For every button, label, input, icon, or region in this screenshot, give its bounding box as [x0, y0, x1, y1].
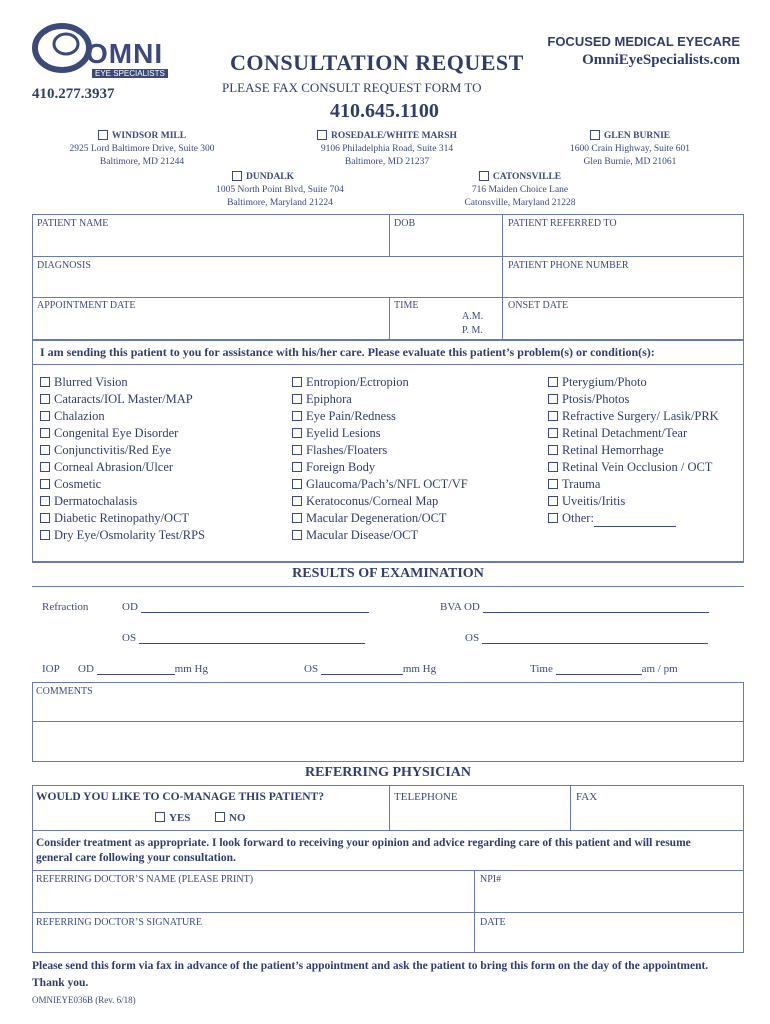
- onset-date-field[interactable]: ONSET DATE: [508, 300, 569, 311]
- conditions-column-1: [40, 374, 205, 544]
- logo-text: OMNI: [86, 38, 164, 69]
- location-glen-burnie: [540, 130, 720, 169]
- appointment-date-field[interactable]: APPOINTMENT DATE: [37, 300, 136, 311]
- patient-phone-field[interactable]: PATIENT PHONE NUMBER: [508, 260, 629, 271]
- condition-item[interactable]: Congenital Eye Disorder: [40, 425, 205, 442]
- location-address: 1600 Crain Highway, Suite 601: [570, 144, 690, 154]
- telephone-field[interactable]: TELEPHONE: [394, 791, 458, 803]
- omni-logo-icon: [32, 22, 92, 74]
- condition-item[interactable]: Macular Degeneration/OCT: [292, 510, 468, 527]
- location-city: Glen Burnie, MD 21061: [583, 157, 677, 167]
- comanage-yes[interactable]: YES: [155, 812, 190, 824]
- refraction-os[interactable]: OS: [122, 632, 365, 644]
- location-name: CATONSVILLE: [492, 172, 562, 182]
- condition-item[interactable]: Entropion/Ectropion: [292, 374, 468, 391]
- iop-os[interactable]: OS mm Hg: [304, 663, 437, 675]
- condition-item[interactable]: Ptosis/Photos: [548, 391, 719, 408]
- form-code: OMNIEYE036B (Rev. 6/18): [32, 995, 136, 1005]
- tagline: FOCUSED MEDICAL EYECARE: [547, 34, 740, 49]
- condition-item[interactable]: Corneal Abrasion/Ulcer: [40, 459, 205, 476]
- location-name: WINDSOR MILL: [111, 131, 187, 141]
- doctor-name-field[interactable]: REFERRING DOCTOR’S NAME (PLEASE PRINT): [36, 874, 254, 885]
- condition-item[interactable]: Retinal Vein Occlusion / OCT: [548, 459, 719, 476]
- date-field[interactable]: DATE: [480, 917, 506, 928]
- condition-item[interactable]: Blurred Vision: [40, 374, 205, 391]
- condition-item[interactable]: Cataracts/IOL Master/MAP: [40, 391, 205, 408]
- location-catonsville: [430, 171, 610, 210]
- patient-name-field[interactable]: PATIENT NAME: [37, 218, 109, 229]
- condition-item[interactable]: Keratoconus/Corneal Map: [292, 493, 468, 510]
- condition-item[interactable]: Diabetic Retinopathy/OCT: [40, 510, 205, 527]
- comanage-no[interactable]: NO: [215, 812, 246, 824]
- condition-item-other[interactable]: Other:: [548, 510, 719, 527]
- fax-field[interactable]: FAX: [576, 791, 598, 803]
- main-phone: 410.277.3937: [32, 86, 115, 102]
- logo-subtitle: EYE SPECIALISTS: [92, 69, 168, 78]
- website: OmniEyeSpecialists.com: [582, 52, 740, 68]
- checkbox-catonsville[interactable]: [479, 171, 489, 181]
- location-windsor-mill: [52, 130, 232, 169]
- comments-field[interactable]: COMMENTS: [36, 686, 93, 697]
- condition-item[interactable]: Glaucoma/Pach’s/NFL OCT/VF: [292, 476, 468, 493]
- bva-od[interactable]: BVA OD: [440, 601, 709, 613]
- conditions-column-3: [548, 374, 719, 527]
- location-name: ROSEDALE/WHITE MARSH: [331, 131, 457, 141]
- location-name: GLEN BURNIE: [603, 131, 671, 141]
- comanage-question: WOULD YOU LIKE TO CO-MANAGE THIS PATIENT?: [36, 791, 324, 803]
- referred-to-field[interactable]: PATIENT REFERRED TO: [508, 218, 617, 229]
- iop-label: IOP: [42, 663, 60, 675]
- iop-od[interactable]: OD mm Hg: [78, 663, 208, 675]
- dob-field[interactable]: DOB: [394, 218, 416, 229]
- bva-os[interactable]: OS: [465, 632, 708, 644]
- diagnosis-field[interactable]: DIAGNOSIS: [37, 260, 91, 271]
- request-statement: I am sending this patient to you for assistance with his/her care. Please evaluate this patient’s problem(s) or condition(s):: [40, 345, 655, 359]
- condition-item[interactable]: Foreign Body: [292, 459, 468, 476]
- condition-item[interactable]: Retinal Hemorrhage: [548, 442, 719, 459]
- patient-info-box: [32, 214, 744, 340]
- condition-item[interactable]: Trauma: [548, 476, 719, 493]
- conditions-column-2: [292, 374, 468, 544]
- location-dundalk: [190, 171, 370, 210]
- condition-item[interactable]: Flashes/Floaters: [292, 442, 468, 459]
- condition-item[interactable]: Dry Eye/Osmolarity Test/RPS: [40, 527, 205, 544]
- condition-item[interactable]: Dermatochalasis: [40, 493, 205, 510]
- location-address: 2925 Lord Baltimore Drive, Suite 300: [69, 144, 215, 154]
- time-field[interactable]: TIME: [394, 300, 419, 311]
- condition-item[interactable]: Pterygium/Photo: [548, 374, 719, 391]
- npi-field[interactable]: NPI#: [480, 874, 502, 885]
- results-heading: RESULTS OF EXAMINATION: [292, 566, 484, 581]
- referring-heading: REFERRING PHYSICIAN: [304, 765, 472, 780]
- location-address: 9106 Philadelphia Road, Suite 314: [320, 144, 454, 154]
- fax-instruction: PLEASE FAX CONSULT REQUEST FORM TO: [222, 80, 482, 95]
- iop-time[interactable]: Time am / pm: [530, 663, 678, 675]
- refraction-od[interactable]: OD: [122, 601, 369, 613]
- condition-item[interactable]: Eye Pain/Redness: [292, 408, 468, 425]
- page-title: CONSULTATION REQUEST: [230, 50, 524, 75]
- location-city: Baltimore, MD 21237: [344, 157, 430, 167]
- checkbox-dundalk[interactable]: [232, 171, 242, 181]
- checkbox-rosedale[interactable]: [317, 130, 327, 140]
- location-city: Baltimore, MD 21244: [99, 157, 185, 167]
- pm-label: P. M.: [462, 325, 483, 336]
- condition-item[interactable]: Cosmetic: [40, 476, 205, 493]
- checkbox-glen-burnie[interactable]: [590, 130, 600, 140]
- comments-box: [32, 682, 744, 762]
- location-city: Catonsville, Maryland 21228: [464, 198, 576, 208]
- footer-note: Please send this form via fax in advance of the patient’s appointment and ask the patient to bring this form on the day of the appointment. Thank you.: [32, 960, 709, 989]
- condition-item[interactable]: Retinal Detachment/Tear: [548, 425, 719, 442]
- consider-statement: Consider treatment as appropriate. I look forward to receiving your opinion and advice regarding care of this patient and will resume general care following your consultation.: [36, 837, 691, 864]
- checkbox-windsor-mill[interactable]: [98, 130, 108, 140]
- location-city: Baltimore, Maryland 21224: [227, 198, 333, 208]
- location-rosedale: [292, 130, 482, 169]
- condition-item[interactable]: Macular Disease/OCT: [292, 527, 468, 544]
- condition-item[interactable]: Refractive Surgery/ Lasik/PRK: [548, 408, 719, 425]
- condition-item[interactable]: Eyelid Lesions: [292, 425, 468, 442]
- condition-item[interactable]: Chalazion: [40, 408, 205, 425]
- refraction-label: Refraction: [42, 601, 89, 613]
- condition-item[interactable]: Conjunctivitis/Red Eye: [40, 442, 205, 459]
- location-address: 716 Maiden Choice Lane: [471, 185, 569, 195]
- condition-item[interactable]: Epiphora: [292, 391, 468, 408]
- signature-field[interactable]: REFERRING DOCTOR’S SIGNATURE: [36, 917, 202, 928]
- fax-number: 410.645.1100: [330, 100, 439, 122]
- am-label: A.M.: [462, 311, 484, 322]
- location-name: DUNDALK: [246, 172, 295, 182]
- condition-item[interactable]: Uveitis/Iritis: [548, 493, 719, 510]
- location-address: 1005 North Point Blvd, Suite 704: [216, 185, 344, 195]
